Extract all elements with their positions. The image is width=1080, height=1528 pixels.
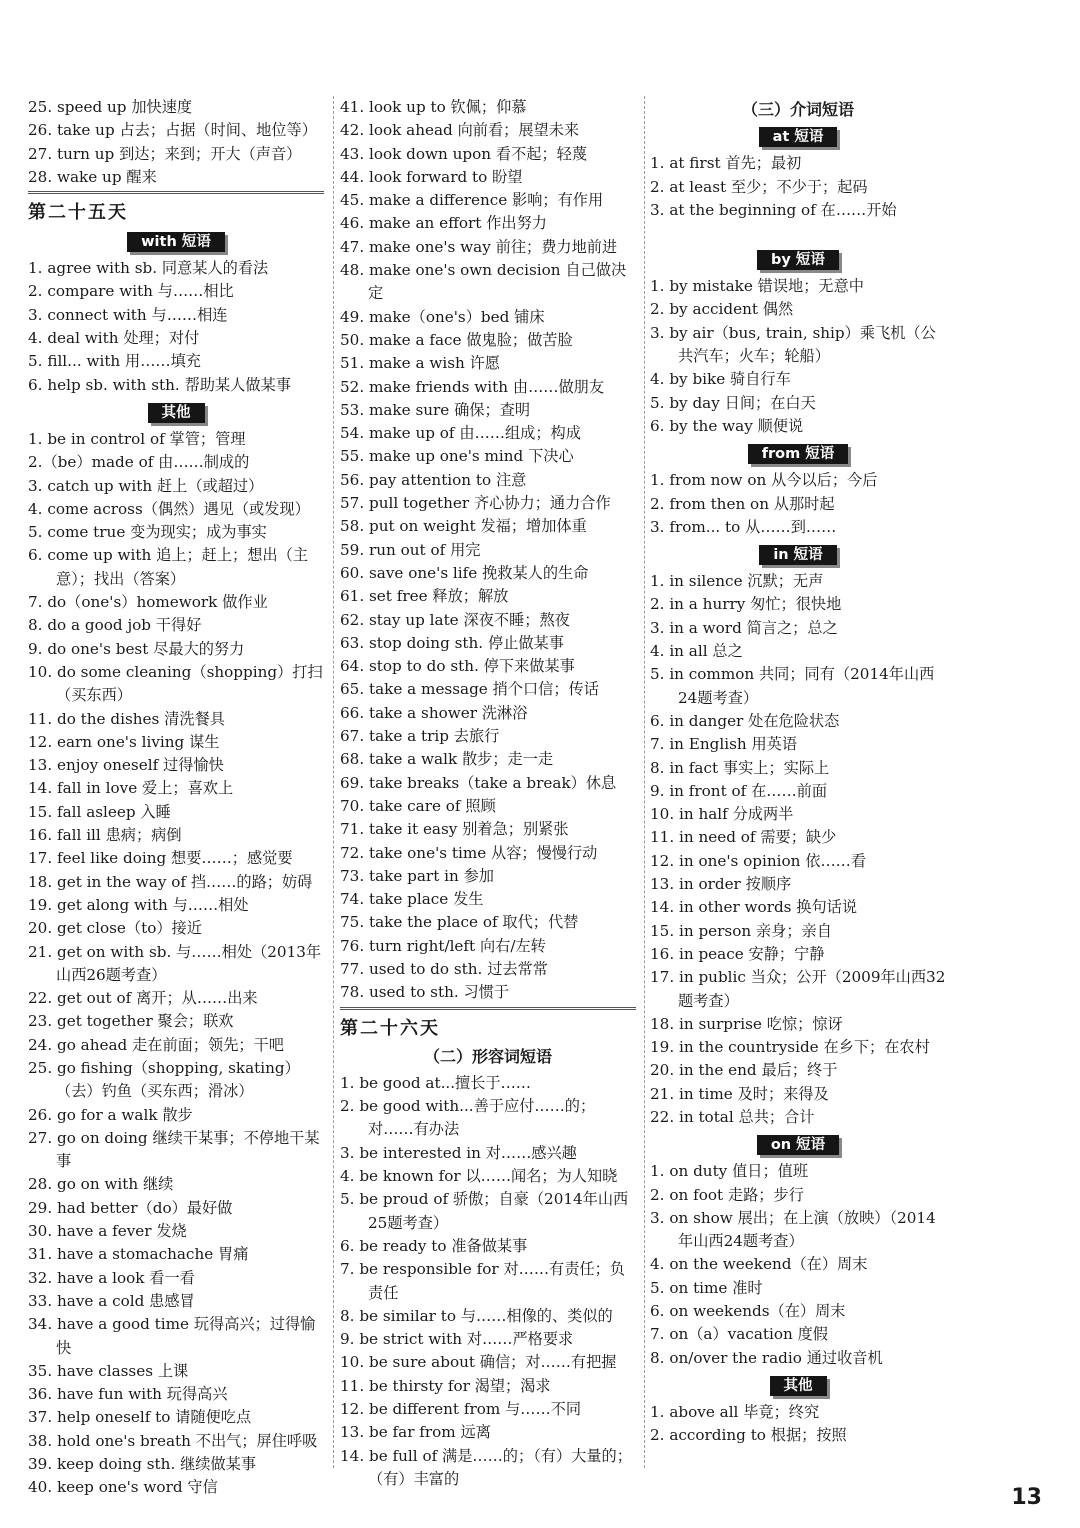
list-item: 33. have a cold 患感冒: [28, 1291, 195, 1310]
list-item: 13. enjoy oneself 过得愉快: [28, 756, 224, 775]
list-item: 8. on/over the radio 通过收音机: [650, 1348, 883, 1367]
by-phrase-list: [650, 275, 946, 438]
other-prep-phrase-list: [650, 1401, 946, 1448]
list-item: 23. get together 聚会；联欢: [28, 1012, 234, 1031]
list-item: 41. look up to 钦佩；仰慕: [340, 98, 527, 116]
list-item: 6. come up with 追上；赶上；想出（主意）；找出（答案）: [28, 546, 308, 588]
column-2: [340, 96, 636, 1488]
list-item: 3. in a word 简言之；总之: [650, 618, 838, 637]
list-item: 21. get on with sb. 与……相处（2013年山西26题考查）: [28, 942, 322, 984]
column-divider: [644, 96, 645, 1468]
list-item: 2. at least 至少；不少于；起码: [650, 177, 868, 196]
list-item: 5. on time 准时: [650, 1278, 763, 1297]
section-tag-with: with 短语: [127, 232, 225, 252]
list-item: 22. in total 总共；合计: [650, 1107, 815, 1126]
list-item: 28. go on with 继续: [28, 1175, 174, 1194]
list-item: 18. in surprise 吃惊；惊讶: [650, 1014, 843, 1033]
list-item: 6. by the way 顺便说: [650, 416, 804, 435]
section-tag-other: 其他: [148, 403, 205, 423]
list-item: 38. hold one's breath 不出气；屏住呼吸: [28, 1431, 318, 1450]
list-item: 6. in danger 处在危险状态: [650, 711, 840, 730]
list-item: 11. do the dishes 清洗餐具: [28, 709, 225, 728]
list-item: 66. take a shower 洗淋浴: [340, 703, 528, 722]
section-tag-from: from 短语: [748, 444, 849, 464]
list-item: 1. agree with sb. 同意某人的看法: [28, 259, 269, 278]
list-item: 7. do（one's）homework 做作业: [28, 593, 268, 612]
list-item: 24. go ahead 走在前面；领先；干吧: [28, 1035, 284, 1054]
list-item: 18. get in the way of 挡……的路；妨碍: [28, 872, 313, 891]
list-item: 27. turn up 到达；来到；开大（声音）: [28, 144, 302, 163]
list-item: 27. go on doing 继续干某事；不停地干某事: [28, 1128, 320, 1171]
list-item: 61. set free 释放；解放: [340, 587, 509, 606]
list-item: 62. stay up late 深夜不睡；熬夜: [340, 610, 570, 629]
list-item: 2. be good with...善于应付……的；对……有办法: [340, 1097, 596, 1139]
list-item: 34. have a good time 玩得高兴；过得愉快: [28, 1315, 316, 1357]
list-item: 72. take one's time 从容；慢慢行动: [340, 843, 598, 862]
list-item: 44. look forward to 盼望: [340, 167, 523, 186]
list-item: 15. fall asleep 入睡: [28, 802, 171, 821]
list-item: 52. make friends with 由……做朋友: [340, 377, 605, 396]
list-item: 10. be sure about 确信；对……有把握: [340, 1353, 617, 1372]
section-tag-in: in 短语: [759, 545, 836, 565]
list-item: 60. save one's life 挽救某人的生命: [340, 563, 589, 582]
list-item: 3. by air（bus, train, ship）乘飞机（公共汽车；火车；轮船）: [650, 323, 936, 366]
list-item: 4. come across（偶然）遇见（或发现）: [28, 499, 310, 518]
list-item: 75. take the place of 取代；代替: [340, 913, 579, 932]
list-item: 56. pay attention to 注意: [340, 470, 527, 489]
list-item: 25. go fishing（shopping, skating）（去）钓鱼（买东西；滑冰）: [28, 1058, 300, 1101]
list-item: 69. take breaks（take a break）休息: [340, 773, 617, 792]
in-phrase-list: [650, 570, 946, 1129]
list-item: 73. take part in 参加: [340, 866, 494, 885]
list-item: 22. get out of 离开；从……出来: [28, 989, 258, 1008]
list-item: 1. be in control of 掌管；管理: [28, 429, 246, 448]
list-item: 11. be thirsty for 渴望；渴求: [340, 1376, 551, 1395]
with-phrase-list: [28, 257, 324, 397]
list-item: 49. make（one's）bed 铺床: [340, 307, 545, 326]
list-item: 8. be similar to 与……相像的、类似的: [340, 1306, 613, 1325]
list-item: 2. from then on 从那时起: [650, 494, 835, 513]
list-item: 2.（be）made of 由……制成的: [28, 453, 250, 472]
list-item: 2. in a hurry 匆忙；很快地: [650, 595, 842, 614]
list-item: 1. from now on 从今以后；今后: [650, 471, 878, 490]
list-item: 3. on show 展出；在上演（放映）（2014年山西24题考查）: [650, 1208, 936, 1251]
list-item: 2. by accident 偶然: [650, 300, 794, 319]
list-item: 20. in the end 最后；终于: [650, 1061, 838, 1080]
list-item: 10. in half 分成两半: [650, 805, 794, 824]
list-item: 30. have a fever 发烧: [28, 1222, 187, 1241]
list-item: 5. be proud of 骄傲；自豪（2014年山西25题考查）: [340, 1190, 629, 1232]
list-item: 32. have a look 看一看: [28, 1268, 195, 1287]
list-item: 5. fill... with 用……填充: [28, 352, 201, 371]
at-phrase-list: [650, 152, 946, 222]
list-item: 8. do a good job 干得好: [28, 616, 202, 635]
list-item: 5. in common 共同；同有（2014年山西24题考查）: [650, 665, 935, 707]
col2-phrase-list: [340, 96, 636, 1005]
list-item: 59. run out of 用完: [340, 540, 481, 559]
list-item: 40. keep one's word 守信: [28, 1478, 218, 1497]
list-item: 16. in peace 安静；宁静: [650, 944, 825, 963]
list-item: 17. feel like doing 想要……；感觉要: [28, 849, 293, 868]
list-item: 1. be good at...擅长于……: [340, 1073, 531, 1092]
list-item: 6. be ready to 准备做某事: [340, 1236, 528, 1255]
list-item: 47. make one's way 前往；费力地前进: [340, 237, 618, 256]
list-item: 8. in fact 事实上；实际上: [650, 758, 830, 777]
list-item: 9. do one's best 尽最大的努力: [28, 639, 245, 658]
list-item: 4. by bike 骑自行车: [650, 370, 791, 389]
list-item: 12. be different from 与……不同: [340, 1400, 582, 1419]
list-item: 67. take a trip 去旅行: [340, 727, 500, 746]
list-item: 13. in order 按顺序: [650, 875, 792, 894]
list-item: 19. get along with 与……相处: [28, 895, 249, 914]
list-item: 70. take care of 照顾: [340, 796, 496, 815]
list-item: 3. catch up with 赶上（或超过）: [28, 476, 264, 495]
list-item: 50. make a face 做鬼脸；做苦脸: [340, 330, 573, 349]
list-item: 11. in need of 需要；缺少: [650, 828, 837, 847]
list-item: 2. compare with 与……相比: [28, 282, 234, 301]
list-item: 57. pull together 齐心协力；通力合作: [340, 494, 611, 513]
other-phrase-list: [28, 428, 324, 1500]
section-tag-other: 其他: [770, 1376, 827, 1396]
list-item: 19. in the countryside 在乡下；在农村: [650, 1038, 930, 1057]
page-number: 13: [1011, 1485, 1042, 1510]
list-item: 13. be far from 远离: [340, 1423, 491, 1442]
list-item: 7. in English 用英语: [650, 735, 798, 754]
list-item: 2. on foot 走路；步行: [650, 1185, 804, 1204]
list-item: 4. on the weekend（在）周末: [650, 1255, 868, 1274]
list-item: 39. keep doing sth. 继续做某事: [28, 1455, 257, 1474]
list-item: 9. in front of 在……前面: [650, 781, 828, 800]
list-item: 3. from... to 从……到……: [650, 517, 837, 536]
day-heading: 第二十五天: [28, 191, 324, 226]
list-item: 1. on duty 值日；值班: [650, 1162, 809, 1181]
list-item: 46. make an effort 作出努力: [340, 214, 547, 233]
list-item: 6. help sb. with sth. 帮助某人做某事: [28, 375, 291, 394]
list-item: 45. make a difference 影响；有作用: [340, 191, 604, 210]
on-phrase-list: [650, 1160, 946, 1370]
list-item: 5. by day 日间；在白天: [650, 393, 816, 412]
adjective-phrase-list: [340, 1072, 636, 1491]
list-item: 4. be known for 以……闻名；为人知晓: [340, 1167, 618, 1186]
section-subtitle: （二）形容词短语: [423, 1046, 552, 1066]
section-subtitle: （三）介词短语: [741, 100, 854, 119]
list-item: 37. help oneself to 请随便吃点: [28, 1408, 252, 1427]
list-item: 58. put on weight 发福；增加体重: [340, 517, 587, 536]
list-item: 14. fall in love 爱上；喜欢上: [28, 779, 234, 798]
section-tag-at: at 短语: [759, 127, 838, 147]
list-item: 31. have a stomachache 胃痛: [28, 1245, 249, 1264]
list-item: 3. connect with 与……相连: [28, 305, 228, 324]
list-item: 10. do some cleaning（shopping）打扫（买东西）: [28, 662, 323, 705]
list-item: 3. be interested in 对……感兴趣: [340, 1143, 577, 1162]
list-item: 78. used to sth. 习惯于: [340, 983, 510, 1002]
day-heading: 第二十六天: [340, 1007, 636, 1042]
list-item: 43. look down upon 看不起；轻蔑: [340, 144, 588, 163]
list-item: 17. in public 当众；公开（2009年山西32题考查）: [650, 968, 946, 1010]
column-divider: [333, 96, 334, 1468]
list-item: 7. be responsible for 对……有责任；负责任: [340, 1260, 625, 1302]
list-item: 71. take it easy 别着急；别紧张: [340, 820, 569, 839]
list-item: 48. make one's own decision 自己做决定: [340, 261, 627, 303]
list-item: 26. take up 占去；占据（时间、地位等）: [28, 121, 317, 140]
list-item: 6. on weekends（在）周末: [650, 1302, 846, 1321]
list-item: 21. in time 及时；来得及: [650, 1084, 829, 1103]
list-item: 1. in silence 沉默；无声: [650, 572, 824, 591]
list-item: 14. be full of 满是……的；（有）大量的；（有）丰富的: [340, 1446, 632, 1488]
list-item: 20. get close（to）接近: [28, 919, 202, 938]
list-item: 3. at the beginning of 在……开始: [650, 200, 897, 219]
list-item: 63. stop doing sth. 停止做某事: [340, 633, 564, 652]
list-item: 1. above all 毕竟；终究: [650, 1402, 820, 1421]
list-item: 77. used to do sth. 过去常常: [340, 959, 548, 978]
list-item: 65. take a message 捎个口信；传话: [340, 680, 599, 699]
col1-pre-list: [28, 96, 324, 189]
list-item: 29. had better（do）最好做: [28, 1198, 233, 1217]
list-item: 54. make up of 由……组成；构成: [340, 424, 581, 443]
list-item: 68. take a walk 散步；走一走: [340, 750, 554, 769]
list-item: 1. by mistake 错误地；无意中: [650, 277, 864, 296]
column-1: [28, 96, 324, 1497]
list-item: 42. look ahead 向前看；展望未来: [340, 121, 580, 140]
list-item: 7. on（a）vacation 度假: [650, 1325, 828, 1344]
list-item: 35. have classes 上课: [28, 1361, 189, 1380]
column-3: [650, 96, 946, 1468]
list-item: 15. in person 亲身；亲自: [650, 921, 832, 940]
list-item: 12. in one's opinion 依……看: [650, 851, 867, 870]
list-item: 76. turn right/left 向右/左转: [340, 936, 546, 955]
list-item: 9. be strict with 对……严格要求: [340, 1330, 574, 1349]
list-item: 55. make up one's mind 下决心: [340, 447, 574, 466]
list-item: 4. in all 总之: [650, 642, 743, 661]
list-item: 51. make a wish 许愿: [340, 354, 500, 373]
list-item: 12. earn one's living 谋生: [28, 732, 220, 751]
list-item: 26. go for a walk 散步: [28, 1105, 193, 1124]
list-item: 36. have fun with 玩得高兴: [28, 1385, 228, 1404]
list-item: 64. stop to do sth. 停下来做某事: [340, 657, 575, 676]
from-phrase-list: [650, 469, 946, 539]
list-item: 53. make sure 确保；查明: [340, 400, 531, 419]
list-item: 2. according to 根据；按照: [650, 1426, 847, 1445]
list-item: 16. fall ill 患病；病倒: [28, 826, 182, 845]
list-item: 28. wake up 醒来: [28, 167, 157, 186]
list-item: 4. deal with 处理；对付: [28, 329, 200, 348]
list-item: 14. in other words 换句话说: [650, 898, 858, 917]
list-item: 1. at first 首先；最初: [650, 154, 802, 173]
section-tag-on: on 短语: [757, 1135, 839, 1155]
list-item: 5. come true 变为现实；成为事实: [28, 523, 267, 542]
list-item: 25. speed up 加快速度: [28, 98, 193, 116]
section-tag-by: by 短语: [757, 250, 839, 270]
list-item: 74. take place 发生: [340, 890, 484, 909]
